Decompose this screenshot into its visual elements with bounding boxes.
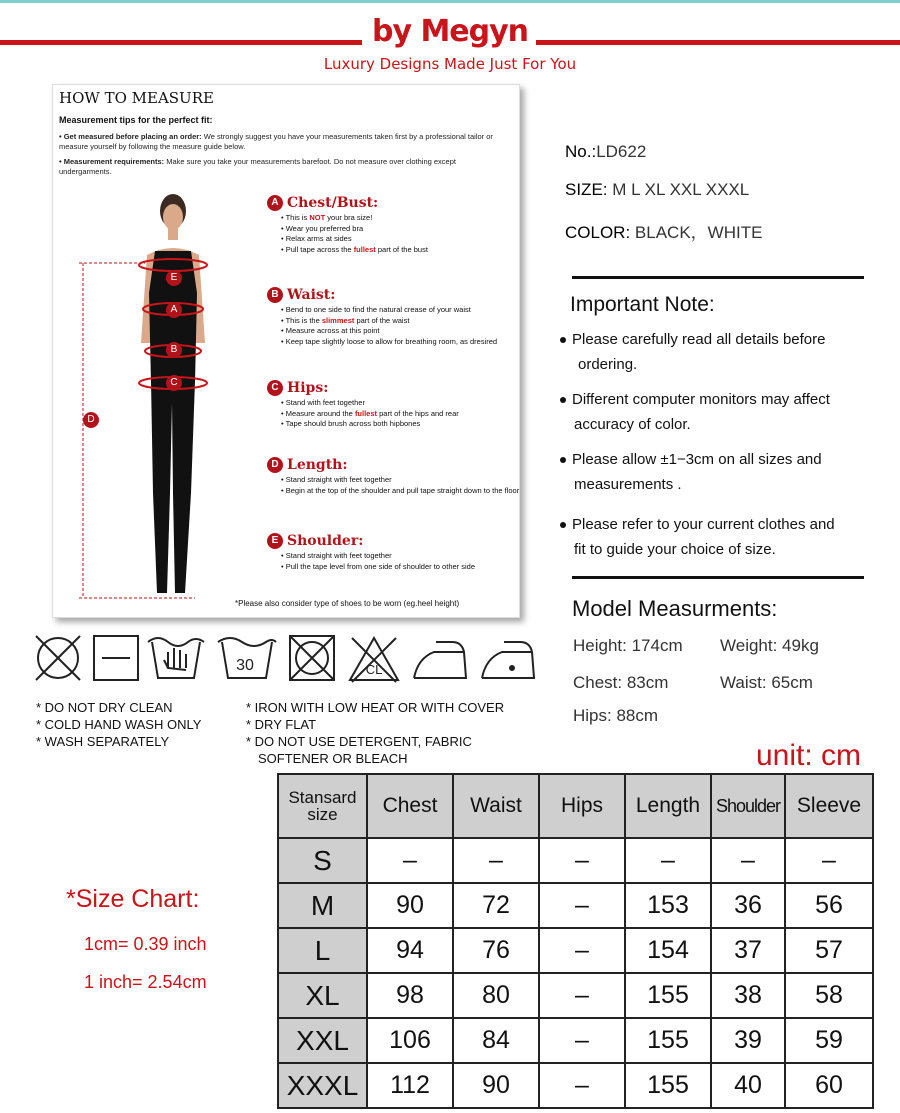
header-waist: Waist: [453, 774, 539, 838]
brand-tagline: Luxury Designs Made Just For You: [323, 55, 577, 73]
figure-marker-c: C: [166, 375, 182, 391]
care-instructions-left: * DO NOT DRY CLEAN * COLD HAND WASH ONLY * WASH SEPARATELY: [36, 700, 202, 749]
measure-tips-title: Measurement tips for the perfect fit:: [59, 115, 213, 125]
model-weight: Weight: 49kg: [720, 636, 819, 655]
section-shoulder: E Shoulder: • Stand straight with feet together • Pull the tape level from one side of shoulder to other side: [267, 533, 521, 572]
measure-title: HOW TO MEASURE: [59, 89, 214, 107]
care-icons-row: [34, 630, 544, 686]
chest-item-1: • This is NOT your bra size!: [281, 213, 521, 224]
measure-tip-2: • Measurement requirements: Make sure you take your measurements barefoot. Do not measure over clothing except undergarments.: [59, 157, 456, 176]
header-shoulder: Shoulder: [711, 774, 785, 838]
top-accent-line: [0, 0, 900, 3]
table-row: S – – – – – –: [278, 838, 873, 883]
section-chest: A Chest/Bust: • This is NOT your bra size! • Wear you preferred bra • Relax arms at sides • Pull tape across the fullest part of the bust: [267, 195, 521, 255]
unit-label: unit: cm: [756, 739, 862, 772]
do-not-tumble-dry-icon: [290, 636, 334, 680]
header-chest: Chest: [367, 774, 453, 838]
model-waist: Waist: 65cm: [720, 673, 813, 692]
table-row: XXL 106 84 – 155 39 59: [278, 1018, 873, 1063]
figure-marker-b: B: [166, 342, 182, 358]
divider-2: [572, 576, 864, 579]
model-height: Height: 174cm: [573, 636, 683, 655]
figure-marker-d: D: [83, 412, 99, 428]
important-note-title: Important Note:: [570, 293, 715, 316]
iron-icon: [414, 642, 466, 678]
model-chest: Chest: 83cm: [573, 673, 669, 692]
important-item-2: Different computer monitors may affect accuracy of color.: [560, 387, 880, 437]
table-header-row: [278, 774, 873, 838]
no-dry-clean-icon: [36, 636, 80, 680]
important-item-4: Please refer to your current clothes and fit to guide your choice of size.: [560, 512, 880, 562]
brand-logo: by Megyn: [371, 14, 529, 49]
table-row: XXXL 112 90 – 155 40 60: [278, 1063, 873, 1108]
table-row: L 94 76 – 154 37 57: [278, 928, 873, 973]
figure-marker-e: E: [166, 270, 182, 286]
section-hips: C Hips: • Stand with feet together • Measure around the fullest part of the hips and rear • Tape should brush across both hipbones: [267, 380, 521, 430]
product-colors: COLOR: BLACK，WHITE: [565, 223, 763, 242]
iron-low-heat-icon: [482, 642, 534, 678]
model-hips: Hips: 88cm: [573, 706, 659, 725]
header-size: Stansard size: [278, 774, 367, 838]
table-row: M 90 72 – 153 36 56: [278, 883, 873, 928]
product-number: No.:LD622: [565, 142, 647, 161]
size-chart-title: *Size Chart:: [66, 885, 200, 913]
section-length: D Length: • Stand straight with feet together • Begin at the top of the shoulder and pull tape straight down to the floor: [267, 457, 521, 496]
hand-wash-icon: [148, 638, 204, 678]
care-instructions-right: * IRON WITH LOW HEAT OR WITH COVER * DRY FLAT * DO NOT USE DETERGENT, FABRIC SOFTENER OR BLEACH: [246, 700, 505, 766]
product-sizes: SIZE: M L XL XXL XXXL: [565, 180, 750, 199]
bleach-label: CL: [365, 662, 383, 677]
model-figure: [75, 193, 245, 605]
figure-marker-a: A: [166, 302, 182, 318]
measure-tip-1: • Get measured before placing an order: We strongly suggest you have your measurements taken first by a professional tailor or measure yourself by following the measure guide below.: [59, 132, 493, 151]
important-item-3: Please allow ±1−3cm on all sizes and measurements .: [560, 447, 880, 497]
conversion-inch-cm: 1 inch= 2.54cm: [84, 972, 207, 992]
divider-1: [572, 276, 864, 279]
dry-flat-icon: [94, 636, 138, 680]
wash-temp-label: 30: [236, 657, 254, 674]
how-to-measure-card: [52, 84, 520, 618]
model-measurements-title: Model Measurments:: [572, 596, 778, 621]
conversion-cm-inch: 1cm= 0.39 inch: [84, 934, 207, 954]
header-length: Length: [625, 774, 711, 838]
table-row: XL 98 80 – 155 38 58: [278, 973, 873, 1018]
important-item-1: Please carefully read all details before ordering.: [560, 327, 880, 377]
size-chart-table: [277, 773, 874, 1109]
shoe-footnote: *Please also consider type of shoes to be worn (eg.heel height): [235, 599, 460, 608]
section-waist: B Waist: • Bend to one side to find the natural crease of your waist • This is the slimmest part of the waist • Measure across at this point • Keep tape slightly loose to allow for breathing room, as dresired: [267, 287, 521, 347]
header-hips: Hips: [539, 774, 625, 838]
header-sleeve: Sleeve: [785, 774, 873, 838]
